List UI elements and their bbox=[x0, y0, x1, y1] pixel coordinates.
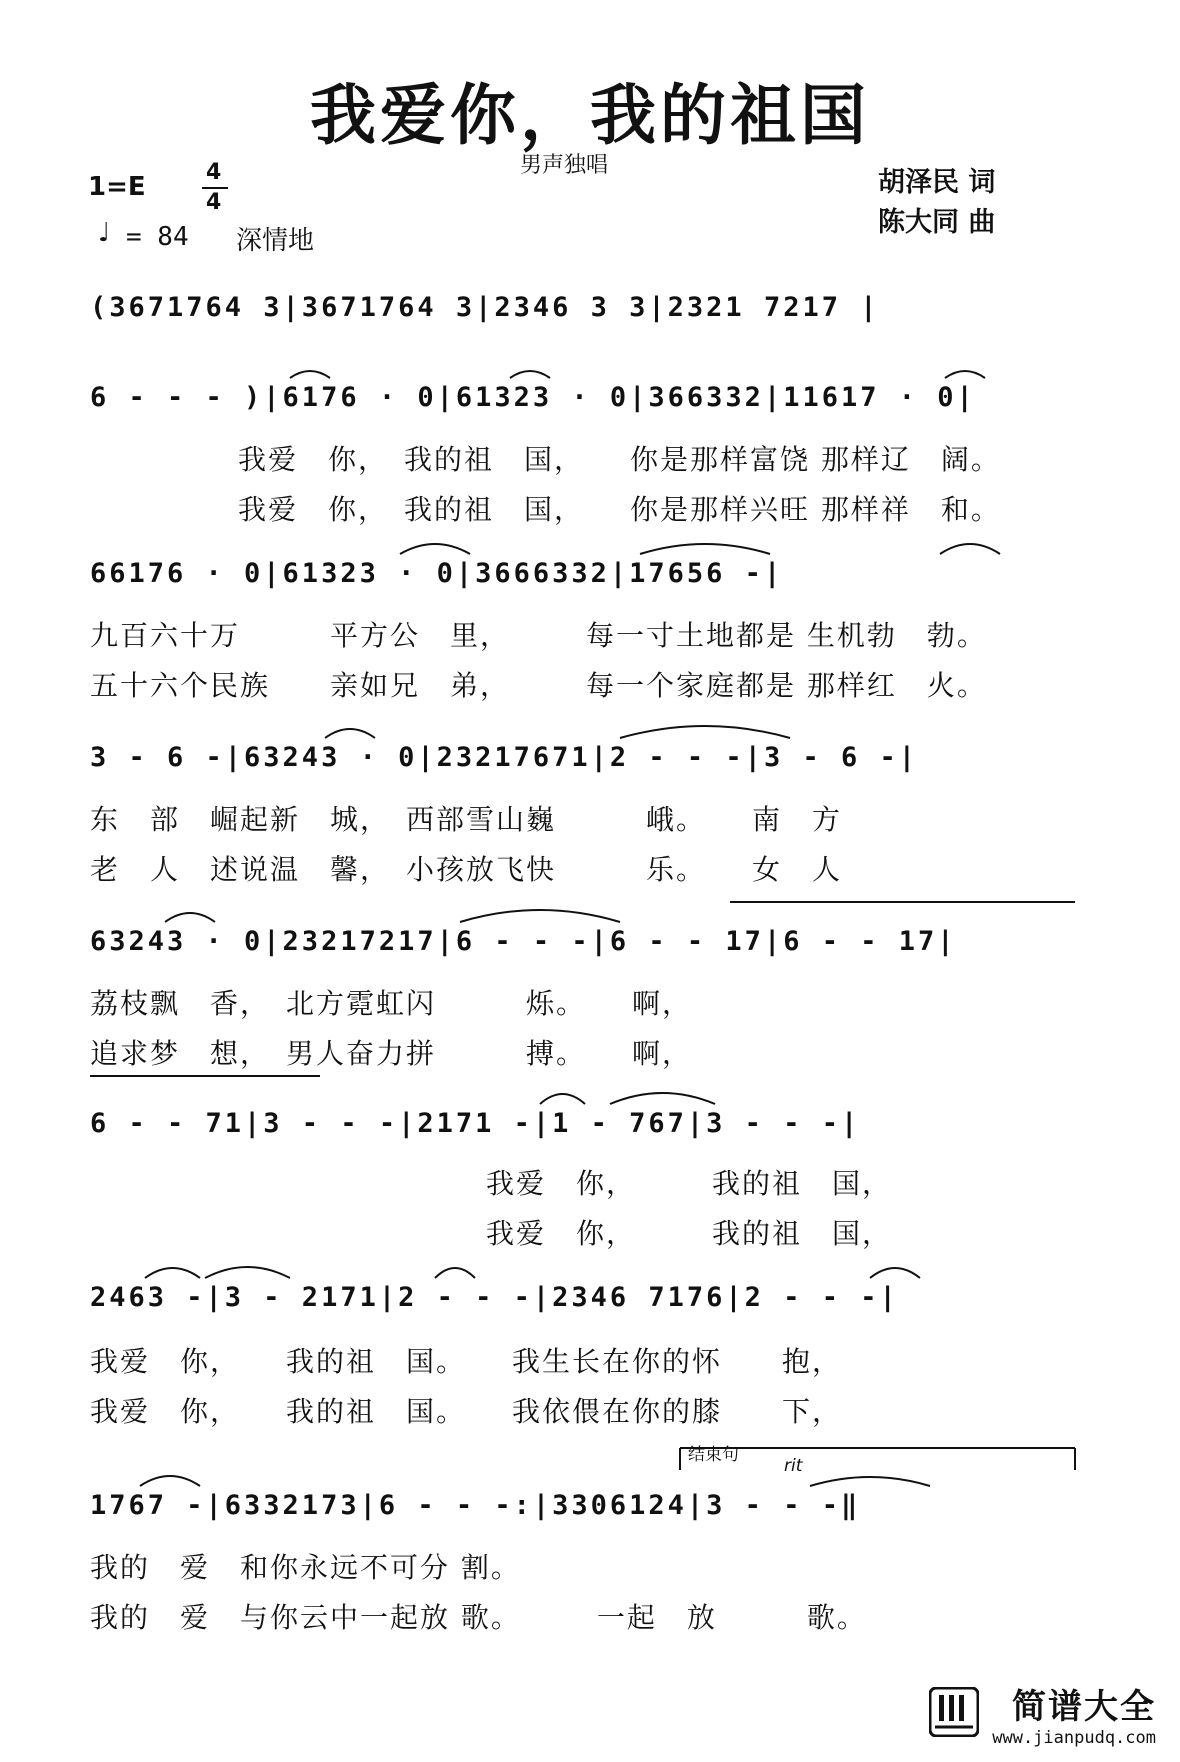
lyric-line-2-verse-1: 我爱 你， 我的祖 国， 你是那样富饶 那样辽 阔。 bbox=[238, 443, 1001, 476]
ritardando-mark: rit bbox=[784, 1456, 803, 1476]
tempo-mark: = 84 bbox=[126, 222, 189, 252]
slur-arc bbox=[165, 913, 215, 922]
slur-arc bbox=[145, 1268, 200, 1278]
slur-arc bbox=[620, 726, 790, 738]
key-signature: 1=E bbox=[88, 172, 146, 202]
time-signature-bar bbox=[202, 187, 228, 189]
lyric-line-7-verse-2: 我爱 你， 我的祖 国。 我依偎在你的膝 下， bbox=[90, 1395, 843, 1428]
slur-arc bbox=[290, 371, 330, 378]
notation-line-1: (3671764 3|3671764 3|2346 3 3|2321 7217 | bbox=[90, 292, 880, 323]
song-title: 我爱你，我的祖国 bbox=[310, 76, 870, 154]
lyric-line-8-verse-2: 我的 爱 与你云中一起放 歌。 一起 放 歌。 bbox=[90, 1601, 867, 1634]
slur-arc bbox=[435, 1268, 475, 1278]
notation-line-5: 63243 · 0|23217217|6 - - -|6 - - 17|6 - - 17| bbox=[90, 926, 957, 957]
time-signature-bottom: 4 bbox=[206, 190, 222, 215]
lyric-line-4-verse-2: 老 人 述说温 馨， 小孩放飞快 乐。 女 人 bbox=[90, 853, 843, 886]
lyric-line-3-verse-2: 五十六个民族 亲如兄 弟， 每一个家庭都是 那样红 火。 bbox=[90, 669, 987, 702]
time-signature-top: 4 bbox=[206, 160, 222, 185]
notation-line-6: 6 - - 71|3 - - -|2171 -|1 - 767|3 - - -| bbox=[90, 1108, 861, 1139]
lyric-line-5-verse-1: 荔枝飘 香， 北方霓虹闪 烁。 啊， bbox=[90, 987, 693, 1020]
notation-line-3: 66176 · 0|61323 · 0|3666332|17656 -| bbox=[90, 558, 784, 589]
slur-arc bbox=[400, 544, 470, 554]
slur-arc bbox=[205, 1267, 290, 1278]
slur-arc bbox=[940, 544, 1000, 554]
watermark-name: 简谱大全 bbox=[1012, 1687, 1156, 1727]
quarter-note-icon: ♩ bbox=[98, 218, 111, 248]
slur-arc bbox=[810, 1477, 930, 1486]
piano-logo-icon bbox=[929, 1687, 979, 1741]
lyric-line-2-verse-2: 我爱 你， 我的祖 国， 你是那样兴旺 那样祥 和。 bbox=[238, 493, 1001, 526]
notation-line-2: 6 - - - )|6176 · 0|61323 · 0|366332|11617 · 0| bbox=[90, 382, 976, 413]
slur-arc bbox=[510, 371, 550, 378]
ending-label: 结束句 bbox=[688, 1445, 739, 1465]
lyric-line-7-verse-1: 我爱 你， 我的祖 国。 我生长在你的怀 抱， bbox=[90, 1345, 843, 1378]
slur-arc bbox=[325, 729, 375, 738]
slur-arc bbox=[140, 1476, 200, 1486]
lyric-line-8-verse-1: 我的 爱 和你永远不可分 割。 bbox=[90, 1551, 521, 1584]
slur-arc bbox=[870, 1268, 920, 1278]
slur-arc bbox=[640, 544, 770, 554]
slur-arc bbox=[460, 910, 620, 922]
performance-type: 男声独唱 bbox=[520, 153, 609, 178]
composer-credit: 陈大同 曲 bbox=[878, 207, 996, 238]
lyric-line-5-verse-2: 追求梦 想， 男人奋力拼 搏。 啊， bbox=[90, 1037, 693, 1070]
watermark bbox=[929, 1679, 1156, 1748]
notation-line-4: 3 - 6 -|63243 · 0|23217671|2 - - -|3 - 6 -| bbox=[90, 742, 918, 773]
slur-arc bbox=[540, 1094, 585, 1104]
notation-line-8: 1767 -|6332173|6 - - -:|3306124|3 - - -‖ bbox=[90, 1490, 861, 1521]
lyric-line-3-verse-1: 九百六十万 平方公 里， 每一寸土地都是 生机勃 勃。 bbox=[90, 619, 987, 652]
expression-mark: 深情地 bbox=[236, 226, 315, 256]
watermark-url: www.jianpudq.com bbox=[992, 1728, 1156, 1748]
lyric-line-6-verse-2: 我爱 你， 我的祖 国， bbox=[486, 1217, 893, 1250]
notation-line-7: 2463 -|3 - 2171|2 - - -|2346 7176|2 - - -| bbox=[90, 1282, 899, 1313]
slur-arc bbox=[945, 371, 985, 378]
lyric-line-6-verse-1: 我爱 你， 我的祖 国， bbox=[486, 1167, 893, 1200]
lyric-line-4-verse-1: 东 部 崛起新 城， 西部雪山巍 峨。 南 方 bbox=[90, 803, 843, 836]
slur-arc bbox=[610, 1093, 715, 1104]
lyricist-credit: 胡泽民 词 bbox=[878, 167, 996, 198]
